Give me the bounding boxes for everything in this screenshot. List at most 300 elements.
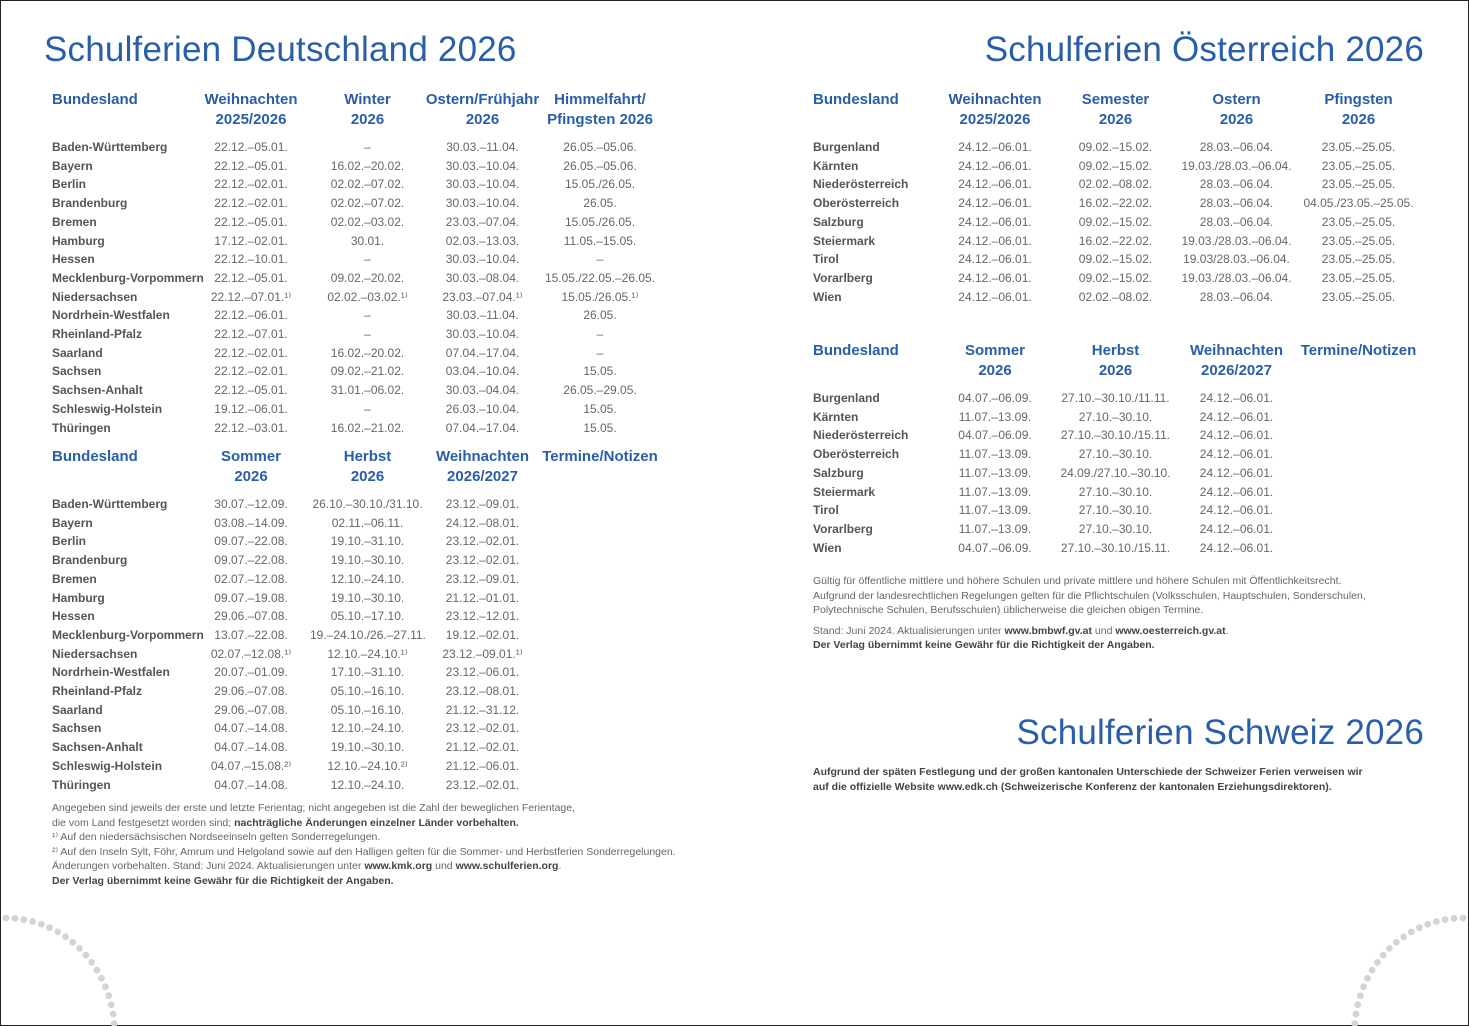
date-cell: 16.02.–20.02. bbox=[330, 158, 405, 173]
state-name: Bremen bbox=[52, 571, 97, 586]
date-cell: 12.10.–24.10.¹⁾ bbox=[327, 646, 408, 661]
date-cell: 04.05./23.05.–25.05. bbox=[1303, 196, 1414, 211]
table-germany-1 bbox=[52, 90, 660, 437]
date-cell: 27.10.–30.10. bbox=[1078, 409, 1153, 424]
state-name: Vorarlberg bbox=[813, 270, 873, 285]
decorative-dot bbox=[108, 1001, 115, 1008]
date-cell: 21.12.–31.12. bbox=[445, 702, 520, 717]
column-header: Termine/Notizen bbox=[542, 448, 658, 465]
date-cell: 28.03.–06.04. bbox=[1199, 177, 1274, 192]
date-cell bbox=[1297, 483, 1420, 502]
date-cell: 22.12.–05.01. bbox=[214, 158, 288, 173]
table-austria-1 bbox=[813, 90, 1420, 306]
date-cell: 26.05.–29.05. bbox=[563, 383, 637, 398]
date-cell: – bbox=[364, 401, 371, 416]
state-name: Niederösterreich bbox=[813, 177, 909, 192]
table-row bbox=[813, 269, 1420, 288]
table-row bbox=[813, 213, 1420, 232]
date-cell: 02.02.–03.02.¹⁾ bbox=[327, 289, 408, 304]
state-name: Sachsen-Anhalt bbox=[52, 383, 143, 398]
date-cell: 23.12.–06.01. bbox=[445, 665, 520, 680]
state-name: Kärnten bbox=[813, 158, 859, 173]
stand-text: Änderungen vorbehalten. Stand: Juni 2024. Aktualisierungen unter bbox=[52, 860, 365, 872]
stand-line bbox=[813, 624, 1433, 639]
decorative-dot bbox=[1351, 1020, 1358, 1026]
decorative-dot bbox=[1393, 939, 1400, 946]
column-header: Sommer 2026 bbox=[220, 448, 282, 485]
footnote-1: ¹⁾ Auf den niedersächsischen Nordseeinseln gelten Sonderregelungen. bbox=[52, 831, 381, 843]
date-cell bbox=[540, 532, 660, 551]
date-cell: 03.08.–14.09. bbox=[214, 515, 288, 530]
date-cell: 27.10.–30.10. bbox=[1078, 521, 1153, 536]
date-cell: 27.10.–30.10./15.11. bbox=[1060, 540, 1171, 555]
date-cell: 23.12.–02.01. bbox=[445, 553, 520, 568]
state-name: Hamburg bbox=[52, 233, 105, 248]
state-name: Hessen bbox=[52, 252, 95, 267]
date-cell: 11.07.–13.09. bbox=[958, 484, 1032, 499]
column-header: Weihnachten 2025/2026 bbox=[204, 91, 298, 128]
note-bold: nachträgliche Änderungen einzelner Länder vorbehalten. bbox=[234, 816, 519, 829]
state-name: Kärnten bbox=[813, 409, 859, 424]
column-header: Ostern 2026 bbox=[1212, 91, 1261, 128]
decorative-dot bbox=[46, 924, 53, 931]
decorative-dot bbox=[1353, 1011, 1360, 1018]
date-cell: 24.12.–06.01. bbox=[958, 252, 1032, 267]
date-cell: 05.10.–16.10. bbox=[330, 702, 405, 717]
date-cell: 27.10.–30.10. bbox=[1078, 447, 1153, 462]
column-header: Termine/Notizen bbox=[1300, 342, 1417, 359]
date-cell: 02.02.–08.02. bbox=[1078, 289, 1153, 304]
state-name: Saarland bbox=[52, 345, 103, 360]
date-cell: 09.02.–15.02. bbox=[1078, 158, 1153, 173]
note-bold: auf die offizielle Website www.edk.ch (Schweizerische Konferenz der kantonalen Erziehungsdirektoren). bbox=[813, 780, 1332, 793]
date-cell: 23.05.–25.05. bbox=[1321, 270, 1396, 285]
decorative-dot bbox=[1380, 952, 1387, 959]
date-cell: 30.07.–12.09. bbox=[214, 497, 288, 511]
date-cell: 28.03.–06.04. bbox=[1199, 140, 1274, 154]
date-cell: 19.10.–30.10. bbox=[330, 553, 405, 568]
date-cell: 11.05.–15.05. bbox=[563, 233, 637, 248]
date-cell: 23.12.–12.01. bbox=[445, 609, 520, 624]
date-cell bbox=[1297, 389, 1420, 408]
date-cell: 19.03./28.03.–06.04. bbox=[1181, 270, 1292, 285]
date-cell: 19.10.–30.10. bbox=[330, 740, 405, 755]
decorative-dot bbox=[1386, 945, 1393, 952]
decorative-dot bbox=[82, 952, 89, 959]
date-cell bbox=[1297, 520, 1420, 539]
date-cell: 24.12.–06.01. bbox=[1199, 447, 1274, 462]
table-header-row bbox=[52, 90, 660, 138]
date-cell: 11.07.–13.09. bbox=[958, 447, 1032, 462]
date-cell: 12.10.–24.10. bbox=[330, 777, 405, 792]
date-cell: 24.12.–06.01. bbox=[1199, 484, 1274, 499]
date-cell bbox=[540, 757, 660, 776]
column-header: Weihnachten 2026/2027 bbox=[1189, 342, 1284, 379]
date-cell bbox=[1297, 426, 1420, 445]
column-header: Semester 2026 bbox=[1081, 91, 1150, 128]
decorative-dot bbox=[38, 921, 45, 928]
date-cell: 27.10.–30.10. bbox=[1078, 484, 1153, 499]
column-header: Himmelfahrt/ Pfingsten 2026 bbox=[547, 91, 653, 128]
table-row bbox=[813, 157, 1420, 176]
state-name: Brandenburg bbox=[52, 553, 128, 568]
date-cell: 23.05.–25.05. bbox=[1321, 289, 1396, 304]
state-name: Sachsen-Anhalt bbox=[52, 740, 143, 755]
date-cell: 19.–24.10./26.–27.11. bbox=[310, 627, 426, 642]
date-cell: 30.03.–11.04. bbox=[446, 308, 519, 323]
table-header-row bbox=[813, 341, 1420, 389]
date-cell bbox=[1297, 445, 1420, 464]
table-row bbox=[52, 362, 660, 381]
date-cell: 05.10.–16.10. bbox=[330, 684, 405, 699]
decorative-dot bbox=[76, 945, 83, 952]
link-kmk[interactable]: www.kmk.org bbox=[364, 860, 433, 872]
date-cell: 23.12.–02.01. bbox=[445, 721, 520, 736]
date-cell: – bbox=[364, 327, 371, 342]
decorative-dot bbox=[1360, 983, 1367, 990]
state-name: Vorarlberg bbox=[813, 521, 873, 536]
date-cell: 17.12.–02.01. bbox=[214, 233, 288, 248]
date-cell: 19.03./28.03.–06.04. bbox=[1181, 233, 1292, 248]
notes-austria bbox=[813, 574, 1433, 653]
date-cell: 26.05. bbox=[583, 308, 617, 323]
date-cell: 27.10.–30.10. bbox=[1078, 503, 1153, 518]
date-cell: 23.12.–02.01. bbox=[445, 777, 520, 792]
table-row bbox=[52, 682, 660, 701]
date-cell: 04.07.–14.08. bbox=[214, 777, 288, 792]
link-oesterreich[interactable]: www.oesterreich.gv.at bbox=[1115, 624, 1226, 637]
date-cell: 23.12.–09.01.¹⁾ bbox=[442, 646, 523, 661]
date-cell: 09.02.–15.02. bbox=[1078, 140, 1153, 154]
date-cell: 09.07.–19.08. bbox=[214, 590, 288, 605]
link-schulferien[interactable]: www.schulferien.org bbox=[455, 860, 559, 872]
decorative-dots-left bbox=[0, 900, 130, 1026]
date-cell: 30.03.–04.04. bbox=[445, 383, 520, 398]
table-header-row bbox=[52, 447, 660, 495]
link-bmbwf[interactable]: www.bmbwf.gv.at bbox=[1004, 624, 1092, 637]
table-row bbox=[52, 645, 660, 664]
date-cell: – bbox=[364, 308, 371, 323]
date-cell: 02.07.–12.08.¹⁾ bbox=[210, 646, 292, 661]
date-cell: 15.05./26.05. bbox=[564, 214, 636, 229]
state-name: Oberösterreich bbox=[813, 196, 900, 211]
table-row bbox=[813, 194, 1420, 213]
note-line: Angegeben sind jeweils der erste und letzte Ferientag; nicht angegeben ist die Zahl der beweglichen Ferientage, bbox=[52, 802, 576, 814]
date-cell: – bbox=[596, 327, 604, 342]
date-cell: 20.07.–01.09. bbox=[214, 665, 288, 680]
table-row bbox=[52, 175, 660, 194]
date-cell: 11.07.–13.09. bbox=[958, 409, 1032, 424]
table-row bbox=[813, 250, 1420, 269]
state-name: Niedersachsen bbox=[52, 646, 138, 661]
table-row bbox=[52, 776, 660, 795]
state-name: Baden-Württemberg bbox=[52, 497, 168, 511]
state-name: Rheinland-Pfalz bbox=[52, 684, 143, 699]
date-cell: 29.06.–07.08. bbox=[214, 609, 288, 624]
note-line bbox=[813, 780, 1433, 795]
table-row bbox=[52, 663, 660, 682]
state-name: Rheinland-Pfalz bbox=[52, 327, 143, 342]
date-cell bbox=[540, 607, 660, 626]
date-cell: 23.12.–09.01. bbox=[445, 571, 520, 586]
note-text: die vom Land festgesetzt worden sind; bbox=[52, 816, 235, 829]
date-cell: 26.03.–10.04. bbox=[445, 401, 520, 416]
table-row bbox=[52, 381, 660, 400]
state-name: Bremen bbox=[52, 214, 97, 229]
table-row bbox=[52, 757, 660, 776]
date-cell: 02.03.–13.03. bbox=[445, 233, 520, 248]
table-row bbox=[52, 344, 660, 363]
date-cell: 29.06.–07.08. bbox=[214, 702, 288, 717]
date-cell: 24.12.–06.01. bbox=[1199, 428, 1274, 443]
date-cell: 04.07.–14.08. bbox=[214, 740, 288, 755]
date-cell: 30.01. bbox=[350, 233, 385, 248]
date-cell: 22.12.–02.01. bbox=[214, 177, 288, 192]
table-row bbox=[52, 157, 660, 176]
note-line bbox=[813, 765, 1433, 780]
decorative-dot bbox=[1364, 975, 1371, 982]
table-row bbox=[52, 738, 660, 757]
decorative-dot bbox=[62, 933, 69, 940]
date-cell: 23.05.–25.05. bbox=[1321, 140, 1396, 154]
date-cell: 04.07.–15.08.²⁾ bbox=[210, 758, 292, 773]
date-cell: 24.12.–08.01. bbox=[445, 515, 520, 530]
date-cell: 17.10.–31.10. bbox=[330, 665, 405, 680]
state-name: Schleswig-Holstein bbox=[52, 758, 163, 773]
stand-line bbox=[52, 859, 692, 874]
date-cell: 24.12.–06.01. bbox=[958, 289, 1032, 304]
date-cell: 28.03.–06.04. bbox=[1199, 289, 1274, 304]
date-cell: 24.12.–06.01. bbox=[958, 196, 1032, 211]
decorative-dot bbox=[3, 915, 10, 922]
date-cell: 02.02.–08.02. bbox=[1078, 177, 1153, 192]
date-cell: 24.12.–06.01. bbox=[958, 177, 1032, 192]
decorative-dot bbox=[20, 916, 27, 923]
date-cell bbox=[540, 626, 660, 645]
date-cell: 11.07.–13.09. bbox=[958, 503, 1032, 518]
date-cell: 12.10.–24.10. bbox=[330, 571, 405, 586]
table-row bbox=[52, 288, 660, 307]
note-line: Aufgrund der landesrechtlichen Regelungen gelten für die Pflichtschulen (Volksschulen, Hauptschulen, Sonderschulen, bbox=[813, 589, 1366, 602]
disclaimer-text: Der Verlag übernimmt keine Gewähr für die Richtigkeit der Angaben. bbox=[52, 874, 394, 887]
date-cell bbox=[540, 570, 660, 589]
date-cell: 19.10.–31.10. bbox=[330, 534, 405, 549]
title-switzerland: Schulferien Schweiz 2026 bbox=[1016, 713, 1424, 752]
date-cell: 19.12.–06.01. bbox=[214, 401, 288, 416]
decorative-dot bbox=[110, 1011, 117, 1018]
date-cell: 09.02.–15.02. bbox=[1078, 252, 1153, 267]
date-cell: 23.05.–25.05. bbox=[1321, 158, 1396, 173]
table-austria-2 bbox=[813, 341, 1420, 557]
state-name: Burgenland bbox=[813, 391, 880, 405]
date-cell bbox=[540, 589, 660, 608]
decorative-dot bbox=[93, 967, 100, 974]
state-name: Berlin bbox=[52, 534, 87, 549]
state-name: Salzburg bbox=[813, 214, 864, 229]
date-cell: 09.07.–22.08. bbox=[214, 534, 288, 549]
decorative-dot bbox=[1408, 928, 1415, 935]
decorative-dot bbox=[1416, 924, 1423, 931]
date-cell: 22.12.–03.01. bbox=[214, 420, 288, 435]
state-name: Schleswig-Holstein bbox=[52, 401, 163, 416]
date-cell: 19.12.–02.01. bbox=[445, 627, 520, 642]
date-cell: 24.12.–06.01. bbox=[1199, 503, 1274, 518]
table-header-row bbox=[813, 90, 1420, 138]
column-header: Weihnachten 2026/2027 bbox=[435, 448, 530, 485]
date-cell: 23.03.–07.04.¹⁾ bbox=[442, 289, 523, 304]
decorative-dot bbox=[29, 918, 36, 925]
note-line: Polytechnische Schulen, Berufsschulen) üblicherweise die gleichen obigen Termine. bbox=[813, 604, 1204, 616]
date-cell: 15.05. bbox=[583, 401, 617, 416]
date-cell: 30.03.–08.04. bbox=[445, 270, 520, 285]
date-cell: 22.12.–05.01. bbox=[214, 214, 288, 229]
table-row bbox=[813, 389, 1420, 408]
table-row bbox=[813, 175, 1420, 194]
date-cell: 27.10.–30.10./15.11. bbox=[1060, 428, 1171, 443]
table-row bbox=[813, 445, 1420, 464]
state-name: Berlin bbox=[52, 177, 87, 192]
date-cell: 16.02.–20.02. bbox=[330, 345, 405, 360]
state-name: Mecklenburg-Vorpommern bbox=[52, 627, 204, 642]
table-row bbox=[813, 426, 1420, 445]
date-cell: 05.10.–17.10. bbox=[330, 609, 405, 624]
column-header: Weihnachten 2025/2026 bbox=[948, 91, 1042, 128]
state-name: Mecklenburg-Vorpommern bbox=[52, 270, 204, 285]
column-header: Bundesland bbox=[813, 342, 899, 359]
date-cell: 16.02.–22.02. bbox=[1078, 196, 1153, 211]
date-cell: 24.12.–06.01. bbox=[1199, 391, 1274, 405]
table-row bbox=[52, 213, 660, 232]
date-cell: 04.07.–06.09. bbox=[958, 428, 1032, 443]
date-cell: 23.12.–09.01. bbox=[445, 497, 520, 511]
note-line bbox=[52, 816, 692, 831]
date-cell: 15.05./26.05. bbox=[564, 177, 636, 192]
date-cell: – bbox=[596, 345, 604, 360]
date-cell: 11.07.–13.09. bbox=[958, 465, 1032, 480]
date-cell: 26.05.–05.06. bbox=[563, 140, 637, 154]
date-cell: 09.02.–15.02. bbox=[1078, 270, 1153, 285]
state-name: Baden-Württemberg bbox=[52, 140, 168, 154]
column-header: Bundesland bbox=[52, 448, 138, 465]
decorative-dot bbox=[1369, 967, 1376, 974]
column-header: Ostern/Frühjahr 2026 bbox=[425, 91, 540, 128]
table-row bbox=[813, 408, 1420, 427]
date-cell: 24.12.–06.01. bbox=[958, 233, 1032, 248]
date-cell: 23.05.–25.05. bbox=[1321, 177, 1396, 192]
table-row bbox=[52, 232, 660, 251]
table-row bbox=[52, 719, 660, 738]
date-cell: 30.03.–10.04. bbox=[445, 177, 520, 192]
table-row bbox=[52, 400, 660, 419]
date-cell: 23.03.–07.04. bbox=[445, 214, 520, 229]
date-cell: 22.12.–07.01. bbox=[214, 327, 288, 342]
column-header: Bundesland bbox=[52, 91, 138, 108]
table-row bbox=[52, 551, 660, 570]
footnote-2: ²⁾ Auf den Inseln Sylt, Föhr, Amrum und Helgoland sowie auf den Halligen gelten für die Sommer- und Herbstferien Sonderregelungen. bbox=[52, 845, 676, 858]
decorative-dot bbox=[69, 939, 76, 946]
date-cell: 24.12.–06.01. bbox=[958, 158, 1032, 173]
date-cell: 30.03.–11.04. bbox=[446, 140, 519, 154]
date-cell: 26.05.–05.06. bbox=[563, 158, 637, 173]
decorative-dot bbox=[1451, 915, 1458, 922]
date-cell: 27.10.–30.10./11.11. bbox=[1061, 391, 1170, 405]
date-cell: 13.07.–22.08. bbox=[214, 627, 288, 642]
state-name: Tirol bbox=[813, 252, 839, 267]
date-cell: 24.12.–06.01. bbox=[1199, 409, 1274, 424]
state-name: Thüringen bbox=[52, 420, 111, 435]
state-name: Thüringen bbox=[52, 777, 111, 792]
column-header: Pfingsten 2026 bbox=[1324, 91, 1393, 128]
stand-und: und bbox=[1091, 624, 1116, 637]
state-name: Steiermark bbox=[813, 233, 876, 248]
state-name: Saarland bbox=[52, 702, 103, 717]
date-cell: 22.12.–02.01. bbox=[214, 364, 288, 379]
state-name: Bayern bbox=[52, 158, 93, 173]
date-cell: 24.12.–06.01. bbox=[958, 140, 1032, 154]
date-cell: 02.11.–06.11. bbox=[331, 515, 404, 530]
decorative-dot bbox=[12, 915, 19, 922]
date-cell: 09.02.–20.02. bbox=[330, 270, 405, 285]
table-row bbox=[52, 194, 660, 213]
date-cell bbox=[1297, 408, 1420, 427]
date-cell: 12.10.–24.10.²⁾ bbox=[327, 758, 408, 773]
state-name: Niedersachsen bbox=[52, 289, 138, 304]
column-header: Sommer 2026 bbox=[964, 342, 1026, 379]
date-cell bbox=[540, 701, 660, 720]
date-cell: 31.01.–06.02. bbox=[330, 383, 405, 398]
date-cell: 19.03/28.03.–06.04. bbox=[1183, 252, 1290, 267]
table-row bbox=[52, 306, 660, 325]
table-row bbox=[52, 570, 660, 589]
date-cell: 22.12.–07.01.¹⁾ bbox=[210, 289, 292, 304]
date-cell: 22.12.–05.01. bbox=[214, 140, 288, 154]
stand-end: . bbox=[558, 860, 562, 872]
date-cell: 16.02.–22.02. bbox=[1078, 233, 1153, 248]
state-name: Nordrhein-Westfalen bbox=[52, 308, 170, 323]
date-cell: 22.12.–05.01. bbox=[214, 383, 288, 398]
date-cell: – bbox=[364, 252, 371, 267]
date-cell: 24.12.–06.01. bbox=[1199, 521, 1274, 536]
state-name: Wien bbox=[813, 540, 842, 555]
state-name: Oberösterreich bbox=[813, 447, 900, 462]
date-cell: 26.05. bbox=[583, 196, 617, 211]
state-name: Hessen bbox=[52, 609, 95, 624]
state-name: Burgenland bbox=[813, 140, 880, 154]
date-cell: 22.12.–10.01. bbox=[214, 252, 288, 267]
decorative-dot bbox=[111, 1020, 118, 1026]
date-cell: 07.04.–17.04. bbox=[445, 345, 520, 360]
column-header: Winter 2026 bbox=[344, 91, 391, 128]
table-row bbox=[813, 138, 1420, 157]
date-cell bbox=[540, 645, 660, 664]
date-cell: 12.10.–24.10. bbox=[330, 721, 405, 736]
date-cell: 28.03.–06.04. bbox=[1199, 214, 1274, 229]
date-cell: 15.05. bbox=[583, 364, 617, 379]
stand-end: . bbox=[1225, 624, 1229, 637]
table-row bbox=[52, 626, 660, 645]
date-cell: 02.02.–07.02. bbox=[330, 196, 405, 211]
date-cell: 09.02.–21.02. bbox=[330, 364, 405, 379]
date-cell: 24.12.–06.01. bbox=[1199, 465, 1274, 480]
date-cell bbox=[540, 514, 660, 533]
date-cell: 16.02.–21.02. bbox=[330, 420, 405, 435]
date-cell: 23.05.–25.05. bbox=[1321, 233, 1396, 248]
table-row bbox=[813, 232, 1420, 251]
date-cell: 09.02.–15.02. bbox=[1078, 214, 1153, 229]
date-cell bbox=[540, 663, 660, 682]
date-cell: 26.10.–30.10./31.10. bbox=[312, 497, 423, 511]
date-cell: 04.07.–06.09. bbox=[958, 391, 1032, 405]
